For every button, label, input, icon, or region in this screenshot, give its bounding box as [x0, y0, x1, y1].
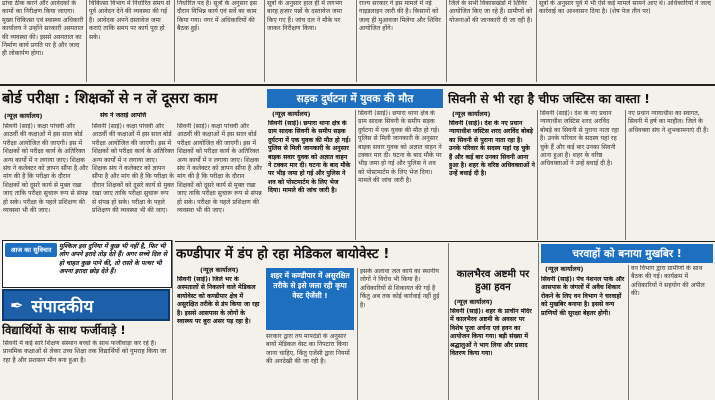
section-divider: [175, 241, 715, 242]
board-exam-body: सिवनी (साई)। कक्षा पांचवीं और आठवीं की कक्षाओं में इस साल बोर्ड परीक्षा आयोजित की जाएगी। इस में शिक्षकों को परीक्षा कार्य के अतिरिक्त अन्य कार्यों में न लगाया जाए। शिक्षक संघ ने कलेक्टर को ज्ञापन सौंपा है और मांग की है कि परीक्षा के दौरान शिक्षकों को दूसरे कार्य से मुक्त रखा जाए ताकि परीक्षा सुचारू रूप से संपन्न हो सके। परीक्षा के पहले प्रशिक्षण की व्यवस्था भी की जाए।: [3, 123, 88, 215]
chief-justice-body: सिवनी (साई)। देश के नए प्रधान न्यायाधीश जस्टिस शरद अरविंद बोबड़े का सिवनी से पुराना नाता रहा है। उनके परिवार के सदस्य यहां रह चुके हैं और कई बार उनका सिवनी आना हुआ है। शहर के वरिष्ठ अधिवक्ताओं ने उन्हें बधाई दी है।: [449, 120, 535, 178]
board-exam-body-cont: सिवनी (साई)। कक्षा पांचवीं और आठवीं की कक्षाओं में इस साल बोर्ड परीक्षा आयोजित की जाएगी। इस में शिक्षकों को परीक्षा कार्य के अतिरिक्त अन्य कार्यों में न लगाया जाए। शिक्षक संघ ने कलेक्टर को ज्ञापन सौंपा है और मांग की है कि परीक्षा के दौरान शिक्षकों को दूसरे कार्य से मुक्त रखा जाए ताकि परीक्षा सुचारू रूप से संपन्न हो सके। परीक्षा के पहले प्रशिक्षण की व्यवस्था भी की जाए।: [92, 123, 174, 215]
charwahe-side: वन विभाग द्वारा ग्रामीणों के साथ बैठक की गई। कार्यक्रम में अधिकारियों ने सहयोग की अपील की।: [631, 265, 705, 298]
medical-waste-dateline: (न्यूज़ कार्यालय): [200, 266, 239, 274]
aaj-ka-suvichar-box: [2, 240, 172, 288]
column-divider: [538, 243, 539, 400]
board-exam-subhead: संघ ने जताई आपत्ति: [100, 112, 147, 119]
medical-waste-body: सिवनी (साई)। जिले भर के अस्पतालों से निकलने वाले मेडिकल बायोवेस्ट को कण्डीपार क्षेत्र में असुरक्षित तरीके से डंप किया जा रहा है। इससे आसपास के लोगों के स्वास्थ्य पर बुरा असर पड़ रहा है।: [177, 276, 260, 326]
charwahe-body: सिवनी (साई)। पेंच नेशनल पार्क और आसपास के जंगलों में अवैध शिकार रोकने के लिए वन विभाग ने चरवाहों को मुखबिर बनाया है। इससे वन्य प्राणियों की सुरक्षा बेहतर होगी।: [541, 276, 625, 317]
column-divider: [625, 110, 626, 240]
top-article-col-4: सूत्रों के अनुसार हाल ही में लगभग बारह हजार पन्नों के दस्तावेज जमा किए गए हैं। जांच दल ने मौके पर जाकर निरीक्षण किया।: [267, 0, 343, 33]
road-accident-dateline: (न्यूज़ कार्यालय): [272, 110, 311, 118]
section-divider: [0, 84, 715, 86]
medical-waste-highlight-box: [266, 268, 354, 330]
chief-justice-body-cont: सिवनी (साई)। देश के नए प्रधान न्यायाधीश जस्टिस शरद अरविंद बोबड़े का सिवनी से पुराना नाता रहा है। उनके परिवार के सदस्य यहां रह चुके हैं और कई बार उनका सिवनी आना हुआ है। शहर के वरिष्ठ अधिवक्ताओं ने उन्हें बधाई दी है।: [540, 110, 619, 168]
column-divider: [174, 0, 175, 82]
medical-waste-headline: कण्डीपार में डंप हो रहा मेडिकल बायोवेस्ट !: [176, 246, 390, 262]
column-divider: [356, 0, 357, 82]
chief-justice-dateline: (न्यूज़ कार्यालय): [452, 110, 491, 118]
top-article-col-1: ढांचा ठीक करने और आवेदकों के कामों का निरीक्षण किया जाएगा। मुख्य चिकित्सा एवं स्वास्थ्य अधिकारी कार्यालय ने उन्होंने सरकारी अस्पताल की व्यवस्था की। इससे अस्पताल का निर्माण कार्य प्रगति पर है और जल्द ही लोकार्पण होगा।: [2, 0, 84, 58]
top-article-col-3: निर्धारित पद है। सूत्रों के अनुसार इस दौरान विभिन्न कार्य एवं सर्वे का काम किया गया। नगर में अधिकारियों की बैठक हुई।: [177, 0, 257, 33]
column-divider: [172, 240, 173, 400]
suvichar-text: मुश्किल इस दुनिया में कुछ भी नहीं है, फिर भी लोग अपने इरादे तोड़ देते हैं। अगर सच्चे दिल से हो चाहत कुछ पाने की, तो रास्ते के पत्थर भी अपना इरादा छोड़ देते हैं।: [59, 243, 168, 276]
column-divider: [357, 268, 358, 400]
column-divider: [537, 110, 538, 240]
chief-justice-side: नए प्रधान न्यायाधीश का स्वागत, सिवनी में हर्ष का माहौल। जिले के अधिवक्ता संघ ने शुभकामनाएं दी हैं।: [628, 110, 709, 134]
column-divider: [628, 265, 629, 400]
board-exam-headline: बोर्ड परीक्षा : शिक्षकों से न लें दूसरा काम: [2, 91, 218, 107]
road-accident-headline: सड़क दुर्घटना में युवक की मौत: [267, 89, 443, 108]
top-article-col-6: जिले के सभी विकासखंडों में शिविर आयोजित किए जा रहे हैं। ग्रामीणों को योजनाओं की जानकारी दी जा रही है।: [449, 0, 533, 24]
column-divider: [264, 0, 265, 82]
medical-waste-col-2: सरकार द्वारा तय मापदंडों के अनुसार बायो मेडिकल वेस्ट का निपटारा किया जाना चाहिए, किंतु एजेंसी द्वारा नियमों की अनदेखी की जा रही है।: [266, 333, 350, 366]
column-divider: [536, 0, 537, 82]
top-article-col-2: चिकित्सा विभाग में निर्धारित समय से पूर्व आवेदन देने की व्यवस्था की गई है। आवेदक अपने दस्तावेज जमा कराएं ताकि समय पर कार्य पूरा हो सके।: [89, 0, 171, 41]
road-accident-body-cont: सिवनी (साई)। छपारा थाना क्षेत्र के ग्राम सादक सिवनी के समीप सड़क दुर्घटना में एक युवक की मौत हो गई। पुलिस से मिली जानकारी के अनुसार बाइक सवार युवक को अज्ञात वाहन ने टक्कर मार दी। घटना के बाद मौके पर भीड़ जमा हो गई और पुलिस ने शव को पोस्टमार्टम के लिए भेज दिया। मामले की जांच जारी है।: [358, 110, 442, 185]
suvichar-label: आज का सुविचार: [5, 243, 57, 257]
editorial-label: संपादकीय: [31, 296, 94, 317]
charwahe-dateline: (न्यूज़ कार्यालय): [545, 265, 584, 273]
editorial-headline: विद्यार्थियों के साथ फर्जीवाड़े !: [2, 323, 126, 337]
pen-icon: ✒: [10, 295, 24, 315]
board-exam-body-cont-2: सिवनी (साई)। कक्षा पांचवीं और आठवीं की कक्षाओं में इस साल बोर्ड परीक्षा आयोजित की जाएगी। इस में शिक्षकों को परीक्षा कार्य के अतिरिक्त अन्य कार्यों में न लगाया जाए। शिक्षक संघ ने कलेक्टर को ज्ञापन सौंपा है और मांग की है कि परीक्षा के दौरान शिक्षकों को दूसरे कार्य से मुक्त रखा जाए ताकि परीक्षा सुचारू रूप से संपन्न हो सके। परीक्षा के पहले प्रशिक्षण की व्यवस्था भी की जाए।: [177, 123, 262, 215]
column-divider: [448, 243, 449, 400]
kalbhairav-headline: कालभैरव अष्टमी पर हुआ हवन: [456, 269, 530, 293]
charwahe-headline: चरवाहों को बनाया मुखबिर !: [541, 244, 713, 263]
medical-waste-highlight: शहर में कण्डीपार में असुरक्षित तरीके से इसे जला रही कृपा वेस्ट ऐजेंसी !: [270, 271, 350, 300]
kalbhairav-body: सिवनी (साई)। शहर के प्राचीन मंदिर में कालभैरव अष्टमी के अवसर पर विशेष पूजा अर्चना एवं हवन का आयोजन किया गया। बड़ी संख्या में श्रद्धालुओं ने भाग लिया और प्रसाद वितरण किया गया।: [450, 308, 532, 358]
editorial-banner: [2, 289, 170, 321]
column-divider: [355, 110, 356, 240]
editorial-body: सिवनी में कई सारे शिक्षण संस्थान बच्चों के साथ फर्जीवाड़ा कर रहे हैं। प्राथमिक कक्षाओं से लेकर उच्च शिक्षा तक विद्यार्थियों को गुमराह किया जा रहा है और प्रशासन मौन बना हुआ है।: [3, 340, 167, 364]
top-article-col-5: राज्य सरकार ने इस मामले में नई गाइडलाइन जारी की है। किसानों को जल्द ही मुआवजा मिलेगा और शिविर आयोजित होंगे।: [359, 0, 441, 33]
column-divider: [446, 0, 447, 82]
board-exam-dateline: (न्यूज़ कार्यालय): [4, 112, 43, 120]
chief-justice-headline: सिवनी से भी रहा है चीफ जस्टिस का वास्ता !: [448, 92, 650, 106]
road-accident-body: सिवनी (साई)। छपारा थाना क्षेत्र के ग्राम सादक सिवनी के समीप सड़क दुर्घटना में एक युवक की मौत हो गई। पुलिस से मिली जानकारी के अनुसार बाइक सवार युवक को अज्ञात वाहन ने टक्कर मार दी। घटना के बाद मौके पर भीड़ जमा हो गई और पुलिस ने शव को पोस्टमार्टम के लिए भेज दिया। मामले की जांच जारी है।: [268, 120, 351, 195]
column-divider: [86, 0, 87, 82]
medical-waste-col-3: इसके अलावा जल कार्य का स्थानीय लोगों ने विरोध भी किया है। अधिकारियों से शिकायत की गई है किंतु अब तक कोई कार्रवाई नहीं हुई है।: [360, 268, 440, 309]
top-article-col-7: सूत्रों के अनुसार पूर्व में भी ऐसे कई मामले सामने आए थे। अधिकारियों ने जल्द कार्रवाई का आश्वासन दिया है। (शेष पेज तीन पर): [539, 0, 711, 16]
kalbhairav-dateline: (न्यूज़ कार्यालय): [454, 298, 493, 306]
